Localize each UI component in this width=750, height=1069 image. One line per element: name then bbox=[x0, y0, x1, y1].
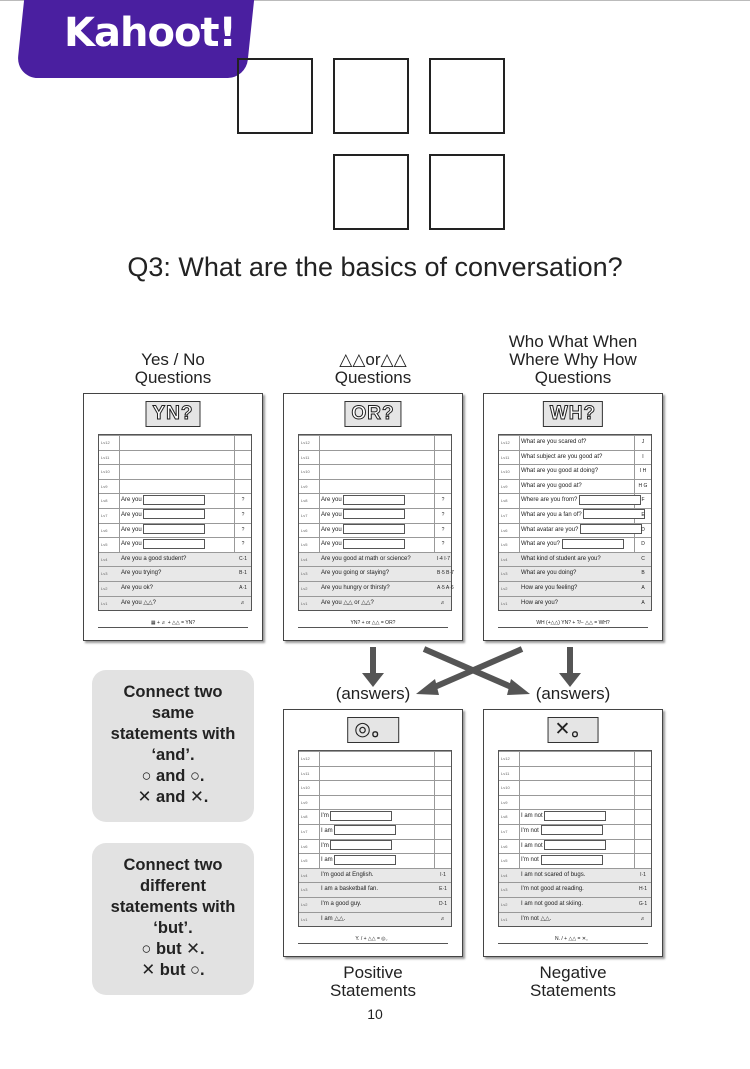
page-number: 10 bbox=[367, 1006, 383, 1022]
row-text: How are you feeling? bbox=[521, 584, 578, 591]
blank-field[interactable] bbox=[343, 509, 405, 519]
formula-divider bbox=[298, 943, 448, 944]
row-level: Lv7 bbox=[301, 828, 308, 834]
row-level: Lv2 bbox=[301, 901, 308, 907]
row-level: Lv5 bbox=[101, 542, 108, 548]
worksheet-row bbox=[499, 751, 651, 766]
row-text: I am not bbox=[521, 810, 606, 823]
row-level: Lv1 bbox=[101, 600, 108, 606]
sheet-grid bbox=[298, 434, 452, 611]
row-text: I'm not bbox=[521, 854, 603, 867]
row-code: A bbox=[641, 584, 645, 591]
formula-divider bbox=[98, 627, 248, 628]
row-level: Lv8 bbox=[301, 498, 308, 504]
row-code: C·1 bbox=[238, 555, 248, 562]
row-level: Lv9 bbox=[501, 483, 508, 489]
worksheet-row bbox=[299, 809, 451, 824]
row-level: Lv10 bbox=[301, 785, 310, 791]
row-code: H·1 bbox=[638, 886, 648, 893]
blank-field[interactable] bbox=[544, 811, 606, 821]
worksheet-row bbox=[499, 435, 651, 450]
row-text: Are you bbox=[321, 538, 405, 551]
sheet-grid bbox=[498, 434, 652, 611]
row-level: Lv9 bbox=[101, 483, 108, 489]
question-title: Q3: What are the basics of conversation? bbox=[127, 252, 623, 282]
row-level: Lv6 bbox=[501, 843, 508, 849]
row-level: Lv11 bbox=[501, 770, 510, 776]
answers-label-right: (answers) bbox=[535, 684, 611, 703]
row-level: Lv7 bbox=[301, 512, 308, 518]
sheet-badge: ◎。 bbox=[347, 717, 399, 743]
row-text: Are you hungry or thirsty? bbox=[321, 584, 390, 591]
row-text: Are you bbox=[121, 509, 205, 522]
worksheet-row bbox=[499, 493, 651, 508]
row-code: A·1 bbox=[239, 584, 247, 591]
row-code: ♬ bbox=[440, 599, 446, 606]
blank-field[interactable] bbox=[541, 825, 603, 835]
row-text: What are you scared of? bbox=[521, 439, 587, 445]
row-level: Lv2 bbox=[101, 585, 108, 591]
worksheet-row bbox=[299, 853, 451, 868]
row-level: Lv10 bbox=[301, 469, 310, 475]
panel-line: Connect two bbox=[123, 856, 223, 874]
worksheet-row bbox=[499, 868, 651, 883]
row-level: Lv2 bbox=[501, 901, 508, 907]
worksheet-row bbox=[299, 882, 451, 897]
row-code: B·5 B·7 bbox=[437, 570, 454, 577]
row-level: Lv11 bbox=[501, 454, 510, 460]
sheet-grid bbox=[98, 434, 252, 611]
negative-worksheet bbox=[483, 709, 663, 957]
worksheet-row bbox=[499, 450, 651, 465]
worksheet-row bbox=[299, 596, 451, 611]
blank-field[interactable] bbox=[541, 855, 603, 865]
worksheet-row bbox=[99, 464, 251, 479]
worksheet-row bbox=[499, 897, 651, 912]
row-text: Are you a good student? bbox=[121, 555, 187, 562]
worksheet-row bbox=[499, 809, 651, 824]
worksheet-row bbox=[499, 552, 651, 567]
row-code: H G bbox=[638, 482, 648, 489]
row-code: A bbox=[641, 599, 645, 606]
row-code: F bbox=[641, 497, 645, 504]
worksheet-row bbox=[499, 824, 651, 839]
worksheet-row bbox=[499, 537, 651, 552]
row-level: Lv3 bbox=[301, 887, 308, 893]
sheet-formula: ▦ + ♬ + △△ = YN? bbox=[150, 620, 196, 626]
row-text: I'm not bbox=[521, 825, 603, 838]
row-code: ? bbox=[441, 511, 445, 518]
row-level: Lv1 bbox=[301, 916, 308, 922]
row-code: I·4 I·7 bbox=[437, 555, 451, 562]
row-text: I am △△. bbox=[321, 915, 346, 922]
but-panel bbox=[92, 843, 254, 995]
row-code: E bbox=[641, 511, 645, 518]
row-level: Lv4 bbox=[501, 556, 508, 562]
answers-label-left: (answers) bbox=[335, 684, 411, 703]
sheet-badge: YN? bbox=[146, 401, 201, 427]
answer-box-3[interactable] bbox=[429, 58, 505, 134]
row-level: Lv6 bbox=[101, 527, 108, 533]
panel-line: ✕ but ○. bbox=[141, 961, 205, 979]
blank-field[interactable] bbox=[343, 495, 405, 505]
row-text: Are you bbox=[121, 538, 205, 551]
row-level: Lv8 bbox=[301, 814, 308, 820]
caption-yn bbox=[83, 351, 263, 387]
panel-line: ✕ and ✕. bbox=[137, 788, 209, 806]
row-level: Lv10 bbox=[101, 469, 110, 475]
row-level: Lv4 bbox=[301, 556, 308, 562]
worksheet-row bbox=[299, 435, 451, 450]
caption-wh bbox=[483, 333, 663, 387]
positive-worksheet bbox=[283, 709, 463, 957]
row-code: ? bbox=[241, 526, 245, 533]
worksheet-row bbox=[499, 479, 651, 494]
worksheet-row bbox=[299, 780, 451, 795]
row-code: ? bbox=[441, 541, 445, 548]
worksheet-row bbox=[299, 537, 451, 552]
row-level: Lv5 bbox=[301, 542, 308, 548]
caption-positive bbox=[283, 964, 463, 1000]
row-code: D bbox=[641, 526, 645, 533]
worksheet-row bbox=[499, 882, 651, 897]
sheet-grid bbox=[298, 750, 452, 927]
blank-field[interactable] bbox=[343, 539, 405, 549]
row-level: Lv9 bbox=[301, 799, 308, 805]
row-level: Lv1 bbox=[301, 600, 308, 606]
worksheet-row bbox=[299, 766, 451, 781]
blank-field[interactable] bbox=[330, 840, 392, 850]
sheet-badge: ✕。 bbox=[548, 717, 599, 743]
row-code: ? bbox=[241, 541, 245, 548]
worksheet-row bbox=[99, 552, 251, 567]
worksheet-row bbox=[99, 523, 251, 538]
row-code: A·5 A·6 bbox=[437, 584, 454, 591]
caption-line: Questions bbox=[534, 368, 612, 387]
panel-line: ○ and ○. bbox=[141, 767, 205, 785]
row-code: I bbox=[642, 453, 644, 460]
worksheet-row bbox=[299, 912, 451, 927]
row-code: I·1 bbox=[640, 871, 646, 878]
row-code: D·1 bbox=[438, 900, 448, 907]
panel-line: different bbox=[140, 877, 206, 895]
row-level: Lv10 bbox=[501, 469, 510, 475]
answer-box-2[interactable] bbox=[333, 58, 409, 134]
row-code: G·1 bbox=[638, 900, 648, 907]
blank-field[interactable] bbox=[143, 509, 205, 519]
caption-line: △△or△△ bbox=[339, 350, 407, 369]
worksheet-row bbox=[99, 581, 251, 596]
row-text: Are you trying? bbox=[121, 570, 162, 577]
worksheet-row bbox=[499, 464, 651, 479]
worksheet-row bbox=[99, 435, 251, 450]
row-text: Where are you from? bbox=[521, 494, 641, 507]
caption-line: Statements bbox=[530, 981, 616, 1000]
sheet-formula: N. / + △△ = ✕。 bbox=[554, 936, 592, 942]
row-code: ? bbox=[241, 497, 245, 504]
row-level: Lv7 bbox=[501, 828, 508, 834]
sheet-formula: WH (+△△) YN? + ?/− △△ = WH? bbox=[536, 620, 610, 626]
blank-field[interactable] bbox=[334, 825, 396, 835]
worksheet-row bbox=[499, 566, 651, 581]
blank-field[interactable] bbox=[334, 855, 396, 865]
row-level: Lv5 bbox=[301, 858, 308, 864]
row-code: J bbox=[641, 439, 645, 445]
formula-divider bbox=[298, 627, 448, 628]
formula-divider bbox=[498, 627, 648, 628]
row-text: Are you good at math or science? bbox=[321, 555, 411, 562]
worksheet-row bbox=[299, 824, 451, 839]
row-text: What are you good at? bbox=[521, 482, 582, 489]
worksheet-row bbox=[99, 450, 251, 465]
blank-field[interactable] bbox=[143, 539, 205, 549]
caption-line: Yes / No bbox=[141, 350, 205, 369]
arrow-shaft-left bbox=[370, 647, 376, 675]
row-code: ? bbox=[441, 526, 445, 533]
row-code: ? bbox=[441, 497, 445, 504]
row-text: What subject are you good at? bbox=[521, 453, 603, 460]
row-code: ? bbox=[241, 511, 245, 518]
row-text: Are you ok? bbox=[121, 584, 154, 591]
row-level: Lv8 bbox=[501, 814, 508, 820]
row-code: B·1 bbox=[239, 570, 247, 577]
caption-or bbox=[283, 351, 463, 387]
answer-box-1[interactable] bbox=[237, 58, 313, 134]
row-level: Lv12 bbox=[101, 440, 110, 445]
worksheet-row bbox=[299, 450, 451, 465]
row-text: I am not scared of bugs. bbox=[521, 871, 586, 878]
worksheet-row bbox=[499, 508, 651, 523]
blank-field[interactable] bbox=[580, 524, 642, 534]
worksheet-row bbox=[299, 566, 454, 581]
sheet-formula: Y. / + △△ = ◎。 bbox=[355, 936, 391, 942]
row-level: Lv5 bbox=[501, 542, 508, 548]
worksheet-row bbox=[99, 537, 251, 552]
row-text: Are you bbox=[121, 494, 205, 507]
worksheet-row bbox=[99, 493, 251, 508]
row-level: Lv5 bbox=[501, 858, 508, 864]
blank-field[interactable] bbox=[579, 495, 641, 505]
wh-worksheet bbox=[483, 393, 663, 641]
row-text: I'm not good at reading. bbox=[521, 886, 584, 893]
row-text: I am not good at skiing. bbox=[521, 900, 584, 907]
worksheet-row bbox=[499, 839, 651, 854]
row-level: Lv8 bbox=[101, 498, 108, 504]
worksheet-row bbox=[299, 552, 451, 567]
row-level: Lv12 bbox=[301, 440, 310, 445]
row-level: Lv3 bbox=[101, 571, 108, 577]
caption-line: Statements bbox=[330, 981, 416, 1000]
row-code: B bbox=[641, 570, 645, 577]
row-level: Lv1 bbox=[501, 600, 508, 606]
row-text: Are you going or staying? bbox=[321, 570, 390, 577]
row-code: ♬ bbox=[440, 915, 446, 922]
row-text: What are you? bbox=[521, 538, 624, 551]
row-text: I'm bbox=[321, 810, 392, 823]
worksheet-row bbox=[299, 795, 451, 810]
worksheet-row bbox=[499, 581, 651, 596]
blank-field[interactable] bbox=[143, 495, 205, 505]
caption-negative bbox=[483, 964, 663, 1000]
row-text: I'm good at English. bbox=[321, 871, 374, 878]
row-level: Lv12 bbox=[501, 756, 510, 761]
row-text: Are you △△ or △△? bbox=[321, 599, 374, 606]
row-level: Lv4 bbox=[501, 872, 508, 878]
row-level: Lv6 bbox=[501, 527, 508, 533]
row-code: E·1 bbox=[439, 886, 447, 893]
panel-line: statements with bbox=[110, 725, 236, 743]
blank-field[interactable] bbox=[330, 811, 392, 821]
row-level: Lv11 bbox=[101, 454, 110, 460]
row-text: I am a basketball fan. bbox=[321, 886, 379, 893]
worksheet-row bbox=[99, 566, 251, 581]
row-text: How are you? bbox=[521, 599, 559, 606]
panel-line: statements with bbox=[110, 898, 236, 916]
worksheet-row bbox=[99, 596, 251, 611]
row-code: D bbox=[641, 541, 645, 548]
row-level: Lv3 bbox=[501, 571, 508, 577]
row-code: C bbox=[641, 555, 645, 562]
answer-box-5[interactable] bbox=[429, 154, 505, 230]
row-text: What are you a fan of? bbox=[521, 509, 645, 522]
worksheet-row bbox=[299, 479, 451, 494]
or-worksheet bbox=[283, 393, 463, 641]
row-level: Lv8 bbox=[501, 498, 508, 504]
worksheet-row bbox=[299, 868, 451, 883]
panel-line: ○ but ✕. bbox=[141, 940, 205, 958]
row-level: Lv7 bbox=[501, 512, 508, 518]
worksheet-row bbox=[99, 479, 251, 494]
sheet-grid bbox=[498, 750, 652, 927]
row-level: Lv4 bbox=[101, 556, 108, 562]
worksheet-row bbox=[499, 523, 651, 538]
row-text: Are you bbox=[321, 494, 405, 507]
row-text: I am bbox=[321, 825, 396, 838]
worksheet-row bbox=[299, 523, 451, 538]
row-level: Lv4 bbox=[301, 872, 308, 878]
sheet-badge: OR? bbox=[344, 401, 401, 427]
row-text: Are you bbox=[321, 509, 405, 522]
worksheet-row bbox=[299, 493, 451, 508]
worksheet-row bbox=[99, 508, 251, 523]
sheet-formula: YN? + or △△ = OR? bbox=[350, 620, 396, 626]
row-code: I·1 bbox=[440, 871, 446, 878]
panel-line: ‘but’. bbox=[153, 919, 193, 937]
worksheet-row bbox=[499, 912, 651, 927]
caption-line: Questions bbox=[134, 368, 212, 387]
row-level: Lv2 bbox=[301, 585, 308, 591]
row-level: Lv6 bbox=[301, 527, 308, 533]
row-level: Lv11 bbox=[301, 770, 310, 776]
row-level: Lv7 bbox=[101, 512, 108, 518]
panel-line: Connect two bbox=[123, 683, 223, 701]
worksheet-row bbox=[299, 508, 451, 523]
blank-field[interactable] bbox=[343, 524, 405, 534]
worksheet-row bbox=[299, 464, 451, 479]
worksheet-row bbox=[499, 596, 651, 611]
blank-field[interactable] bbox=[562, 539, 624, 549]
row-level: Lv1 bbox=[501, 916, 508, 922]
row-text: I am bbox=[321, 854, 396, 867]
row-level: Lv9 bbox=[301, 483, 308, 489]
worksheet-row bbox=[299, 839, 451, 854]
formula-divider bbox=[498, 943, 648, 944]
row-text: Are you △△? bbox=[121, 599, 156, 606]
row-code: I H bbox=[639, 468, 647, 475]
blank-field[interactable] bbox=[544, 840, 606, 850]
row-level: Lv11 bbox=[301, 454, 310, 460]
row-text: I am not bbox=[521, 840, 606, 853]
caption-line: Negative bbox=[539, 963, 607, 982]
arrow-shaft-right bbox=[567, 647, 573, 675]
row-text: Are you bbox=[121, 524, 205, 537]
row-level: Lv12 bbox=[501, 440, 510, 445]
panel-line: same bbox=[151, 704, 195, 722]
row-text: I'm bbox=[321, 840, 392, 853]
row-level: Lv6 bbox=[301, 843, 308, 849]
kahoot-logo: Kahoot! bbox=[64, 10, 236, 56]
caption-line: Who What When bbox=[508, 332, 638, 351]
worksheet-row bbox=[499, 795, 651, 810]
worksheet-row bbox=[299, 581, 454, 596]
row-text: What avatar are you? bbox=[521, 524, 642, 537]
and-panel bbox=[92, 670, 254, 822]
row-text: What kind of student are you? bbox=[521, 555, 601, 562]
blank-field[interactable] bbox=[143, 524, 205, 534]
caption-line: Where Why How bbox=[509, 350, 637, 369]
caption-line: Positive bbox=[343, 963, 403, 982]
row-level: Lv3 bbox=[501, 887, 508, 893]
worksheet-row bbox=[499, 766, 651, 781]
row-text: I'm not △△. bbox=[521, 915, 552, 922]
row-text: Are you bbox=[321, 524, 405, 537]
row-level: Lv10 bbox=[501, 785, 510, 791]
sheet-badge: WH? bbox=[543, 401, 603, 427]
row-text: What are you doing? bbox=[521, 570, 577, 577]
row-text: What are you good at doing? bbox=[521, 468, 599, 475]
row-code: ♬ bbox=[640, 915, 646, 922]
row-text: I'm a good guy. bbox=[321, 900, 362, 907]
row-level: Lv3 bbox=[301, 571, 308, 577]
row-code: ♬ bbox=[240, 599, 246, 606]
answer-box-4[interactable] bbox=[333, 154, 409, 230]
worksheet-row bbox=[299, 751, 451, 766]
worksheet-row bbox=[499, 780, 651, 795]
worksheet-row bbox=[499, 853, 651, 868]
panel-line: ‘and’. bbox=[151, 746, 195, 764]
caption-line: Questions bbox=[334, 368, 412, 387]
worksheet-row bbox=[299, 897, 451, 912]
row-level: Lv2 bbox=[501, 585, 508, 591]
row-level: Lv9 bbox=[501, 799, 508, 805]
yn-worksheet bbox=[83, 393, 263, 641]
row-level: Lv12 bbox=[301, 756, 310, 761]
